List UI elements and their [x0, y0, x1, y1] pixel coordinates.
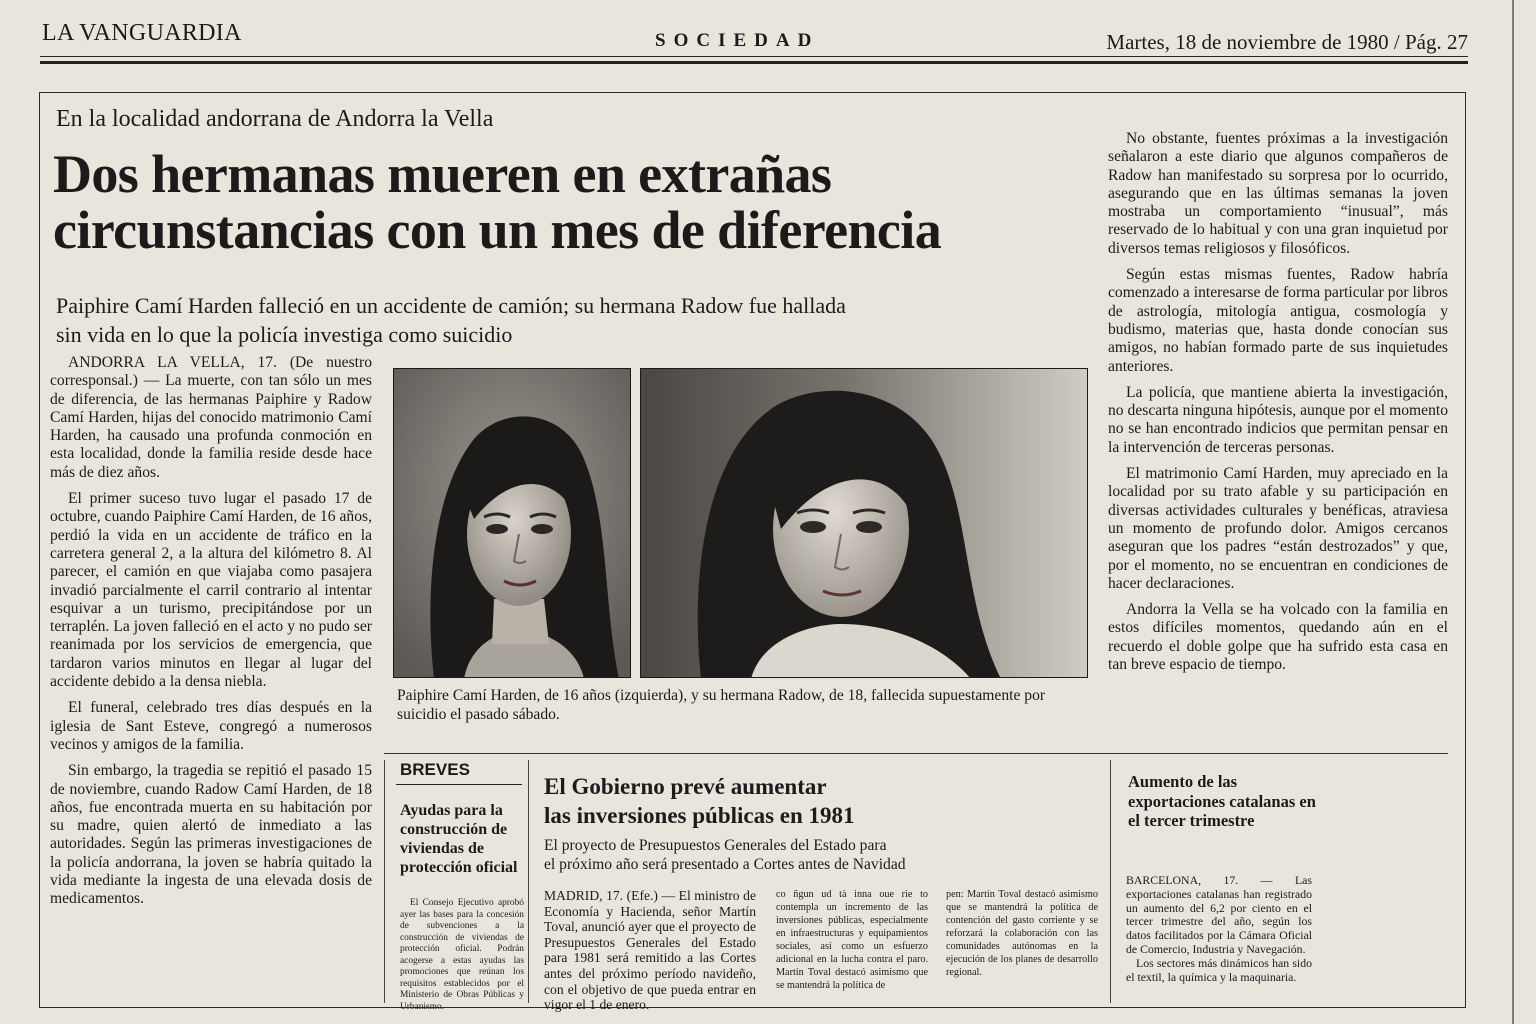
paragraph: BARCELONA, 17. — Las exportaciones catalanas han registrado un aumento del 6,2 por ciento en el tercer trimestre del año, según los datos facilitados por la Cámara Oficial de Comercio, Industria y Navegación.: [1126, 873, 1312, 956]
paragraph: Según estas mismas fuentes, Radow habría comenzado a interesarse de forma particular por libros de astrología, mitología antigua, cosmología y budismo, materias que, hasta donde conocían sus amigos, no habían formado parte de sus inquietudes anteriores.: [1108, 266, 1448, 375]
masthead: [40, 14, 1468, 68]
lower-section-rule: [384, 753, 1448, 754]
column-rule: [1110, 760, 1111, 1003]
breves-rule: [396, 784, 522, 785]
gobierno-column-3: pen: Martín Toval destacó asimismo que se mantendrá la política de contención del gasto corriente y se reforzará la colaboración con las comunidades autónomas en la ejecución de los planes de desarrollo regional.: [946, 889, 1098, 978]
exportaciones-headline: Aumento de las exportaciones catalanas en el tercer trimestre: [1128, 772, 1316, 830]
headline-line: las inversiones públicas en 1981: [544, 803, 855, 828]
paragraph: Los sectores más dinámicos han sido el textil, la química y la maquinaria.: [1126, 955, 1312, 984]
headline-line: El Gobierno prevé aumentar: [544, 774, 827, 799]
column-rule: [384, 760, 385, 1003]
masthead-rule-thick: [40, 61, 1468, 64]
gobierno-column-2: co ñgun ud tà inna oue rie to contempla un incremento de las inversiones públicas, especialmente en infraestructuras y equipamientos sociales, así como un esfuerzo adicional en la lucha contra el paro. Martín Toval destacó asimismo que se mantendrá la política de: [776, 889, 928, 991]
paragraph: Andorra la Vella se ha volcado con la familia en estos difíciles momentos, quedando aún en el recuerdo el doble golpe que ha sufrido esta casa en tan breve espacio de tiempo.: [1108, 601, 1448, 674]
paragraph: El funeral, celebrado tres días después en la iglesia de Sant Esteve, congregó a numerosos vecinos y amigos de la familia.: [50, 699, 372, 753]
section-name: SOCIEDAD: [655, 30, 820, 51]
subhead-line: el próximo año será presentado a Cortes antes de Navidad: [544, 856, 906, 873]
photo-paiphire: [393, 368, 631, 678]
newspaper-name: LA VANGUARDIA: [42, 20, 242, 46]
subhead-line: El proyecto de Presupuestos Generales del Estado para: [544, 837, 887, 854]
photo-radow: [640, 368, 1088, 678]
portrait-illustration: [394, 369, 631, 678]
paragraph: El primer suceso tuvo lugar el pasado 17 de octubre, cuando Paiphire Camí Harden, de 16 años, perdió la vida en un accidente de tráfico en la carretera general 2, a la altura del kilómetro 8. Al parecer, el camión en que viajaba como pasajera invadió parcialmente el carril contrario al intentar esquivar a un turismo, precipitándose por un terraplén. La joven falleció en el acto y no pudo ser reanimada por los servicios de emergencia, que tardaron varios minutos en llegar al lugar del accidente debido a la densa niebla.: [50, 490, 372, 691]
paragraph: El matrimonio Camí Harden, muy apreciado en la localidad por su trato afable y su participación en diversas actividades culturales y benéficas, atraviesa un momento de profundo dolor. Amigos cercanos aseguran que los padres “están destrozados” y que, por el momento, no se encuentran en condiciones de hacer declaraciones.: [1108, 465, 1448, 592]
breves-label: BREVES: [400, 760, 470, 779]
date-and-page: Martes, 18 de noviembre de 1980 / Pág. 27: [1106, 30, 1468, 54]
paragraph: La policía, que mantiene abierta la investigación, no descarta ninguna hipótesis, aunque por el momento no se han encontrado indicios que permitan pensar en la intervención de terceras personas.: [1108, 383, 1448, 456]
masthead-rule-thin: [40, 56, 1468, 57]
paragraph: ANDORRA LA VELLA, 17. (De nuestro corresponsal.) — La muerte, con tan sólo un mes de diferencia, de las hermanas Paiphire y Radow Camí Harden, hijas del conocido matrimonio Camí Harden, ha causado una profunda conmoción en esta localidad, donde la familia reside desde hace más de diez años.: [50, 354, 372, 481]
column-rule: [528, 760, 529, 1003]
article-kicker: En la localidad andorrana de Andorra la Vella: [56, 106, 494, 132]
gobierno-column-1: MADRID, 17. (Efe.) — El ministro de Economía y Hacienda, señor Martín Toval, anunció ayer que el proyecto de Presupuestos Generales del Estado para 1981 será remitido a las Cortes antes del próximo período navideño, con el objetivo de que pueda entrar en vigor el 1 de enero.: [544, 888, 756, 1013]
paragraph: No obstante, fuentes próximas a la investigación señalaron a este diario que algunos compañeros de Radow han manifestado su sorpresa por lo ocurrido, asegurando que en las últimas semanas la joven mostraba un comportamiento “inusual”, más reservado de lo habitual y con una gran inquietud por diversos temas religiosos y filosóficos.: [1108, 130, 1448, 257]
gobierno-subhead: [544, 836, 906, 874]
paragraph: Sin embargo, la tragedia se repitió el pasado 15 de noviembre, cuando Radow Camí Harden, de 18 años, fue encontrada muerta en su habitación por su madre, quien alertó de inmediato a las autoridades. Según las primeras investigaciones de la policía andorrana, la joven se habría quitado la vida mediante la ingesta de una elevada dosis de medicamentos.: [50, 762, 372, 908]
article-left-column: [50, 354, 372, 917]
article-right-column: [1108, 130, 1448, 682]
photo-caption: Paiphire Camí Harden, de 16 años (izquierda), y su hermana Radow, de 18, fallecida supuestamente por suicidio el pasado sábado.: [397, 687, 1046, 723]
article-subhead: Paiphire Camí Harden falleció en un accidente de camión; su hermana Radow fue hallada sin vida en lo que la policía investiga como suicidio: [56, 293, 846, 347]
gobierno-headline: [544, 772, 855, 830]
portrait-illustration: [641, 369, 1088, 678]
breves-headline: Ayudas para la construcción de viviendas de protección oficial: [400, 802, 518, 876]
breves-body: El Consejo Ejecutivo aprobó ayer las bases para la concesión de subvenciones a la construcción de viviendas de protección oficial. Podrán acogerse a estas ayudas las promociones que reúnan los requisitos establecidos por el Ministerio de Obras Públicas y Urbanismo.: [400, 898, 524, 1012]
article-headline: Dos hermanas mueren en extrañas circunstancias con un mes de diferencia: [53, 144, 942, 260]
exportaciones-body: [1126, 874, 1312, 984]
page-edge: [1512, 0, 1514, 1024]
